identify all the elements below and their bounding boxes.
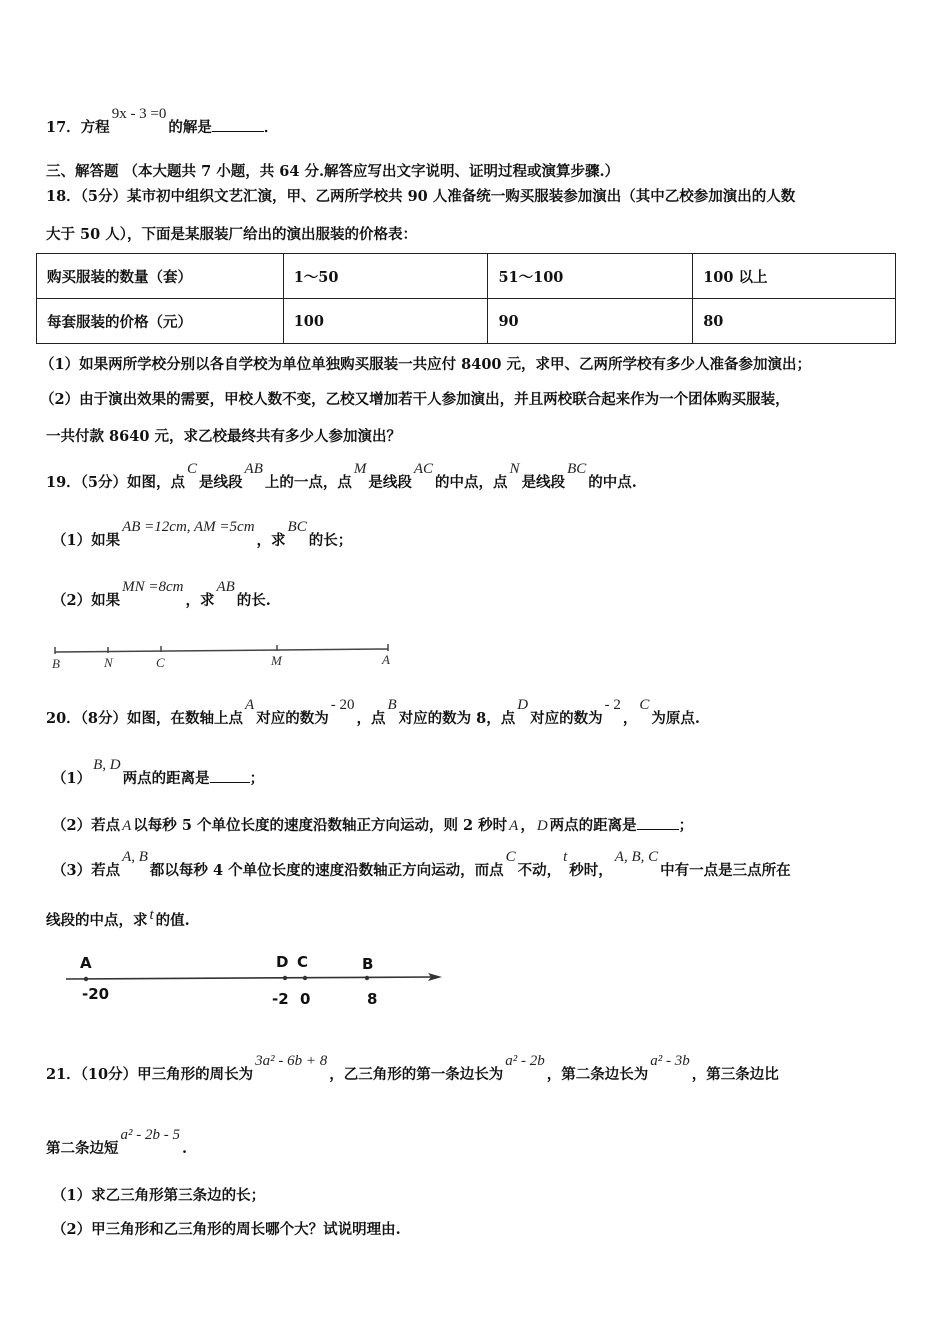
number-line-figure bbox=[62, 950, 452, 1012]
line-segment-diagram bbox=[50, 640, 400, 676]
q19-part2: （2）如果MN =8cm，求AB的长. bbox=[52, 579, 271, 609]
table-cell: 购买服装的数量（套） bbox=[37, 254, 284, 299]
price-table bbox=[36, 253, 896, 344]
answer-blank bbox=[637, 815, 679, 830]
table-cell: 1～50 bbox=[283, 254, 488, 299]
q19-stem: 19．（5分）如图，点C是线段AB上的一点，点M是线段AC的中点，点N是线段BC的中点. bbox=[46, 461, 637, 491]
table-cell: 51～100 bbox=[488, 254, 693, 299]
value-label-b: 8 bbox=[367, 990, 378, 1008]
q18-part2-line2: 一共付款 8640 元，求乙校最终共有多少人参加演出？ bbox=[46, 428, 401, 445]
q20-part1: （1）B, D两点的距离是 ； bbox=[52, 757, 265, 787]
q21-line2: 第二条边短a² - 2b - 5. bbox=[46, 1127, 188, 1157]
section-heading: 三、解答题 （本大题共 7 小题，共 64 分.解答应写出文字说明、证明过程或演算步骤.） bbox=[46, 163, 620, 180]
q20-part3-line2: 线段的中点，求 t 的值. bbox=[46, 907, 190, 929]
table-row bbox=[37, 299, 896, 344]
number-line-diagram bbox=[62, 950, 452, 1012]
table-cell: 80 bbox=[693, 299, 896, 344]
q18-stem-line2: 大于 50 人），下面是某服装厂给出的演出服装的价格表： bbox=[46, 226, 418, 243]
q21-part1: （1）求乙三角形第三条边的长； bbox=[52, 1187, 266, 1204]
point-label-b: B bbox=[52, 656, 60, 671]
q20-stem: 20．（8分）如图，在数轴上点A对应的数为- 20，点B对应的数为 8，点D对应的数为- 2，C为原点. bbox=[46, 697, 700, 727]
answer-blank bbox=[210, 768, 250, 783]
table-cell: 每套服装的价格（元） bbox=[37, 299, 284, 344]
point-label-m: M bbox=[271, 653, 282, 668]
point-label-a: A bbox=[80, 954, 92, 972]
point-label-d: D bbox=[276, 953, 289, 971]
q19-part1: （1）如果AB =12cm, AM =5cm，求BC的长； bbox=[52, 519, 353, 549]
question-17: 17．方程9x - 3 =0的解是 ． bbox=[46, 106, 279, 136]
value-label-d: -2 bbox=[272, 990, 289, 1008]
q18-part1: （1）如果两所学校分别以各自学校为单位单独购买服装一共应付 8400 元，求甲、乙两所学校有多少人准备参加演出； bbox=[40, 356, 812, 373]
point-label-c: C bbox=[156, 655, 165, 670]
q21-part2: （2）甲三角形和乙三角形的周长哪个大？试说明理由. bbox=[52, 1221, 401, 1238]
q18-part2-line1: （2）由于演出效果的需要，甲校人数不变，乙校又增加若干人参加演出，并且两校联合起来作为一个团体购买服装， bbox=[40, 391, 790, 408]
q17-suffix: 的解是 bbox=[168, 119, 212, 136]
segment-figure bbox=[50, 640, 400, 676]
q20-part3-line1: （3）若点A, B都以每秒 4 个单位长度的速度沿数轴正方向运动，而点C不动，t秒时，A, B, C中有一点是三点所在 bbox=[52, 849, 791, 879]
table-cell: 100 以上 bbox=[693, 254, 896, 299]
table-cell: 100 bbox=[283, 299, 488, 344]
value-label-a: -20 bbox=[82, 985, 110, 1003]
q21-line1: 21．（10分）甲三角形的周长为3a² - 6b + 8，乙三角形的第一条边长为a² - 2b，第二条边长为a² - 3b，第三条边比 bbox=[46, 1053, 779, 1083]
q17-equation: 9x - 3 =0 bbox=[111, 106, 167, 122]
answer-blank bbox=[212, 117, 264, 132]
point-label-b: B bbox=[362, 955, 374, 973]
q20-part2: （2）若点 A 以每秒 5 个单位长度的速度沿数轴正方向运动，则 2 秒时 A ， D 两点的距离是 ； bbox=[52, 817, 694, 834]
table-row bbox=[37, 254, 896, 299]
point-label-n: N bbox=[104, 655, 113, 670]
point-label-a: A bbox=[382, 652, 390, 667]
point-label-c: C bbox=[297, 953, 309, 971]
table-cell: 90 bbox=[488, 299, 693, 344]
value-label-c: 0 bbox=[300, 990, 311, 1008]
q18-stem-line1: 18．（5分）某市初中组织文艺汇演，甲、乙两所学校共 90 人准备统一购买服装参加演出（其中乙校参加演出的人数 bbox=[46, 188, 796, 205]
q17-prefix: 17．方程 bbox=[46, 119, 110, 136]
